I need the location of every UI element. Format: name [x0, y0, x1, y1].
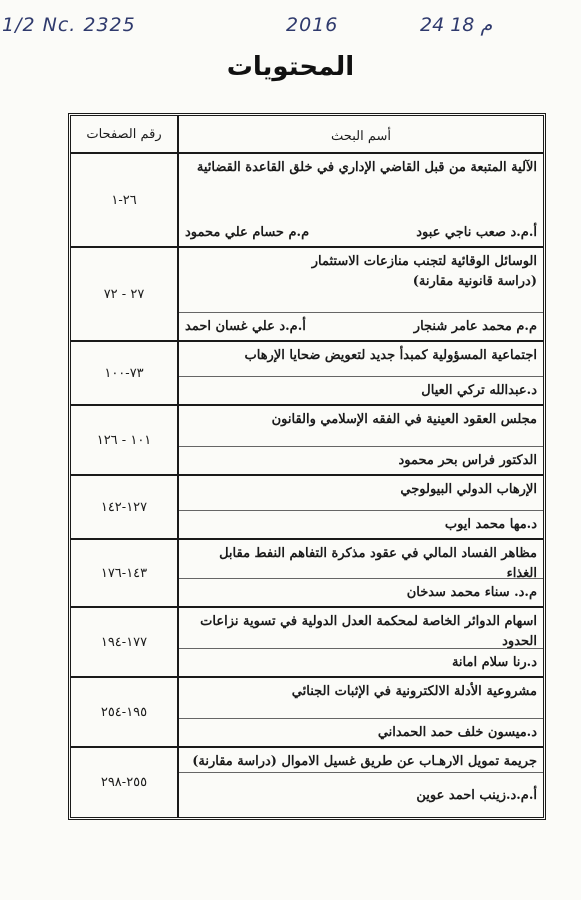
row-authors: [179, 648, 543, 676]
row-pages: ١٩٥-٢٥٤: [71, 678, 179, 746]
row-author: م.د. سناء محمد سدخان: [406, 585, 537, 600]
table-row: [71, 154, 543, 248]
row-authors: [179, 578, 543, 606]
row-authors: [179, 718, 543, 746]
contents-table: [68, 113, 546, 820]
row-author: أ.م.د.زينب احمد عوين: [416, 787, 537, 803]
row-pages: ٢٦-١: [71, 154, 179, 246]
row-author: د.عبدالله تركي العيال: [421, 383, 537, 398]
row-title: الآلية المتبعة من قبل القاضي الإداري في خلق القاعدة القضائية: [196, 160, 537, 175]
header-pages: رقم الصفحات: [71, 116, 179, 152]
row-author: د.رنا سلام امانة: [451, 655, 537, 670]
row-author: الدكتور فراس بحر محمود: [398, 453, 537, 468]
handwritten-date: 24 18 م: [420, 14, 493, 36]
row-authors: [179, 772, 543, 817]
table-row: [71, 342, 543, 406]
row-author: أ.م.د صعب ناجي عبود: [416, 225, 537, 240]
row-authors: [179, 446, 543, 474]
table-row: [71, 540, 543, 608]
table-row: [71, 406, 543, 476]
row-title: الوسائل الوقائية لتجنب منازعات الاستثمار: [311, 254, 537, 269]
row-author: د.ميسون خلف حمد الحمداني: [377, 725, 537, 740]
table-row: [71, 608, 543, 678]
header-title: أسم البحث: [331, 128, 391, 144]
table-row: [71, 248, 543, 342]
handwritten-reference: 1/2 Nc. 2325: [2, 14, 136, 36]
row-subtitle: (دراسة قانونية مقارنة): [412, 274, 537, 289]
table-header: [71, 116, 543, 154]
table-row: [71, 678, 543, 748]
row-pages: ١٢٧-١٤٢: [71, 476, 179, 538]
row-title: الإرهاب الدولي البيولوجي: [400, 482, 537, 497]
row-pages: ١٧٧-١٩٤: [71, 608, 179, 676]
row-authors: [179, 312, 543, 340]
row-authors: [179, 219, 543, 246]
handwritten-year: 2016: [286, 14, 339, 36]
row-pages: ٢٧ - ٧٢: [71, 248, 179, 340]
row-title: مجلس العقود العينية في الفقه الإسلامي والقانون: [271, 412, 537, 427]
row-pages: ١٤٣-١٧٦: [71, 540, 179, 606]
table-row: [71, 748, 543, 817]
row-title: مشروعية الأدلة الالكترونية في الإثبات الجنائي: [291, 684, 537, 699]
row-authors: [179, 510, 543, 538]
row-author: د.مها محمد ايوب: [444, 517, 537, 532]
row-pages: ٧٣-١٠٠: [71, 342, 179, 404]
table-row: [71, 476, 543, 540]
row-author: م.م محمد عامر شنجار: [413, 319, 537, 334]
row-title: اسهام الدوائر الخاصة لمحكمة العدل الدولية في تسوية نزاعات الحدود: [200, 614, 537, 649]
row-pages: ٢٥٥-٢٩٨: [71, 748, 179, 817]
row-title: اجتماعية المسؤولية كمبدأ جديد لتعويض ضحايا الإرهاب: [244, 348, 537, 363]
row-authors: [179, 376, 543, 404]
page-title: المحتويات: [226, 52, 355, 82]
row-author: أ.م.د علي غسان احمد: [185, 319, 306, 334]
row-title: جريمة تمويل الارهـاب عن طريق غسيل الاموال (دراسة مقارنة): [192, 754, 537, 769]
row-pages: ١٠١ - ١٢٦: [71, 406, 179, 474]
row-author: م.م حسام علي محمود: [185, 225, 310, 240]
row-title: مظاهر الفساد المالي في عقود مذكرة التفاهم النفط مقابل الغذاء: [219, 546, 537, 581]
